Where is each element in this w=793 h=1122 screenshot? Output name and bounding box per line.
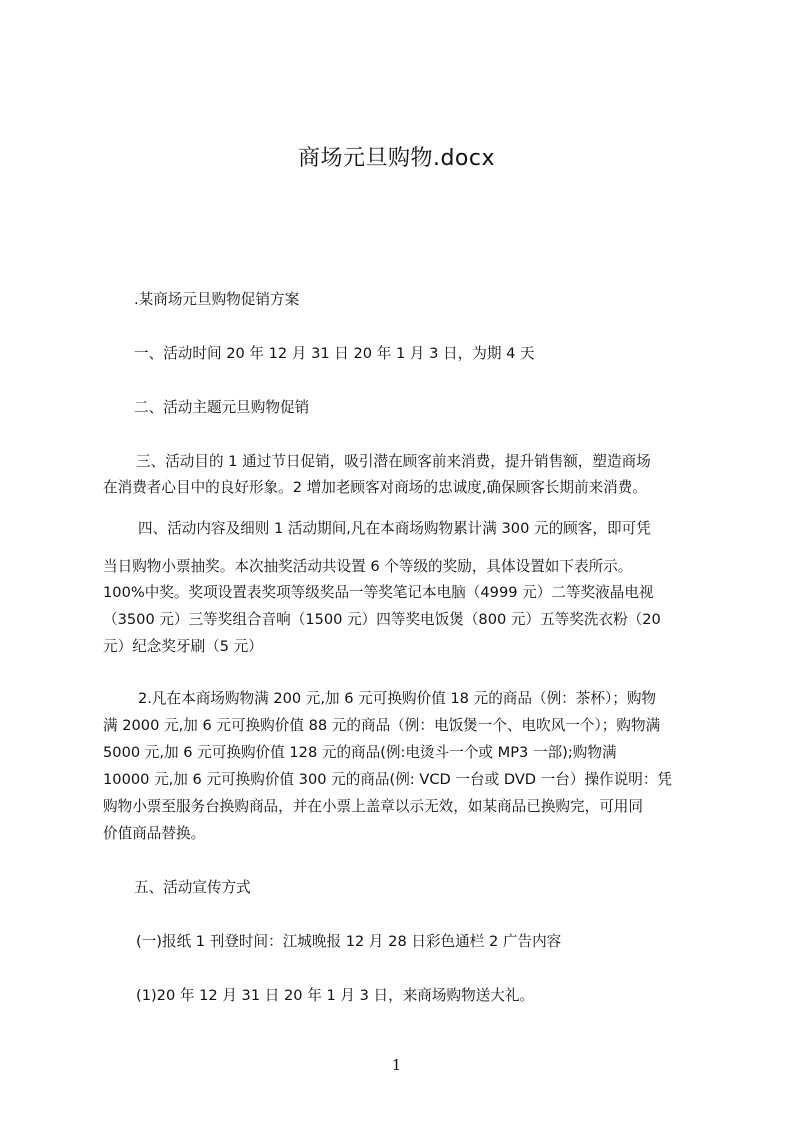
exchange-line-5: 购物小票至服务台换购商品，并在小票上盖章以示无效，如某商品已换购完，可用同 [103, 798, 643, 815]
promotion-newspaper: (一)报纸 1 刊登时间：江城晚报 12 月 28 日彩色通栏 2 广告内容 [136, 933, 562, 950]
section-activity-theme: 二、活动主题元旦购物促销 [134, 399, 310, 416]
page-number: 1 [391, 1056, 402, 1074]
section-content-line-4: （3500 元）三等奖组合音响（1500 元）四等奖电饭煲（800 元）五等奖洗衣粉（20 [103, 611, 661, 628]
doc-heading: .某商场元旦购物促销方案 [134, 291, 300, 308]
section-content-line-5: 元）纪念奖牙刷（5 元） [103, 638, 263, 655]
exchange-line-1: 2.凡在本商场购物满 200 元,加 6 元可换购价值 18 元的商品（例：茶杯）；购物 [138, 690, 657, 707]
section-content-line-2: 当日购物小票抽奖。本次抽奖活动共设置 6 个等级的奖励，具体设置如下表所示。 [103, 558, 633, 575]
exchange-line-2: 满 2000 元,加 6 元可换购价值 88 元的商品（例：电饭煲一个、电吹风一个）；购物满 [103, 717, 661, 734]
section-purpose-line-2: 在消费者心目中的良好形象。2 增加老顾客对商场的忠诚度,确保顾客长期前来消费。 [103, 479, 647, 496]
exchange-line-6: 价值商品替换。 [103, 825, 206, 842]
exchange-line-3: 5000 元,加 6 元可换购价值 128 元的商品(例:电烫斗一个或 MP3 一部);购物满 [103, 744, 617, 761]
section-content-line-3: 100%中奖。奖项设置表奖项等级奖品一等奖笔记本电脑（4999 元）二等奖液晶电视 [103, 584, 654, 601]
section-activity-time: 一、活动时间 20 年 12 月 31 日 20 年 1 月 3 日，为期 4 天 [134, 345, 535, 362]
section-purpose-line-1: 三、活动目的 1 通过节日促销，吸引潜在顾客前来消费，提升销售额，塑造商场 [136, 453, 651, 470]
promotion-ad-content: (1)20 年 12 月 31 日 20 年 1 月 3 日，来商场购物送大礼。 [136, 987, 535, 1004]
section-promotion: 五、活动宣传方式 [134, 879, 251, 896]
section-content-line-1: 四、活动内容及细则 1 活动期间,凡在本商场购物累计满 300 元的顾客，即可凭 [138, 520, 651, 537]
page-title: 商场元旦购物.docx [297, 146, 496, 171]
exchange-line-4: 10000 元,加 6 元可换购价值 300 元的商品(例: VCD 一台或 DVD 一台）操作说明：凭 [103, 771, 673, 788]
